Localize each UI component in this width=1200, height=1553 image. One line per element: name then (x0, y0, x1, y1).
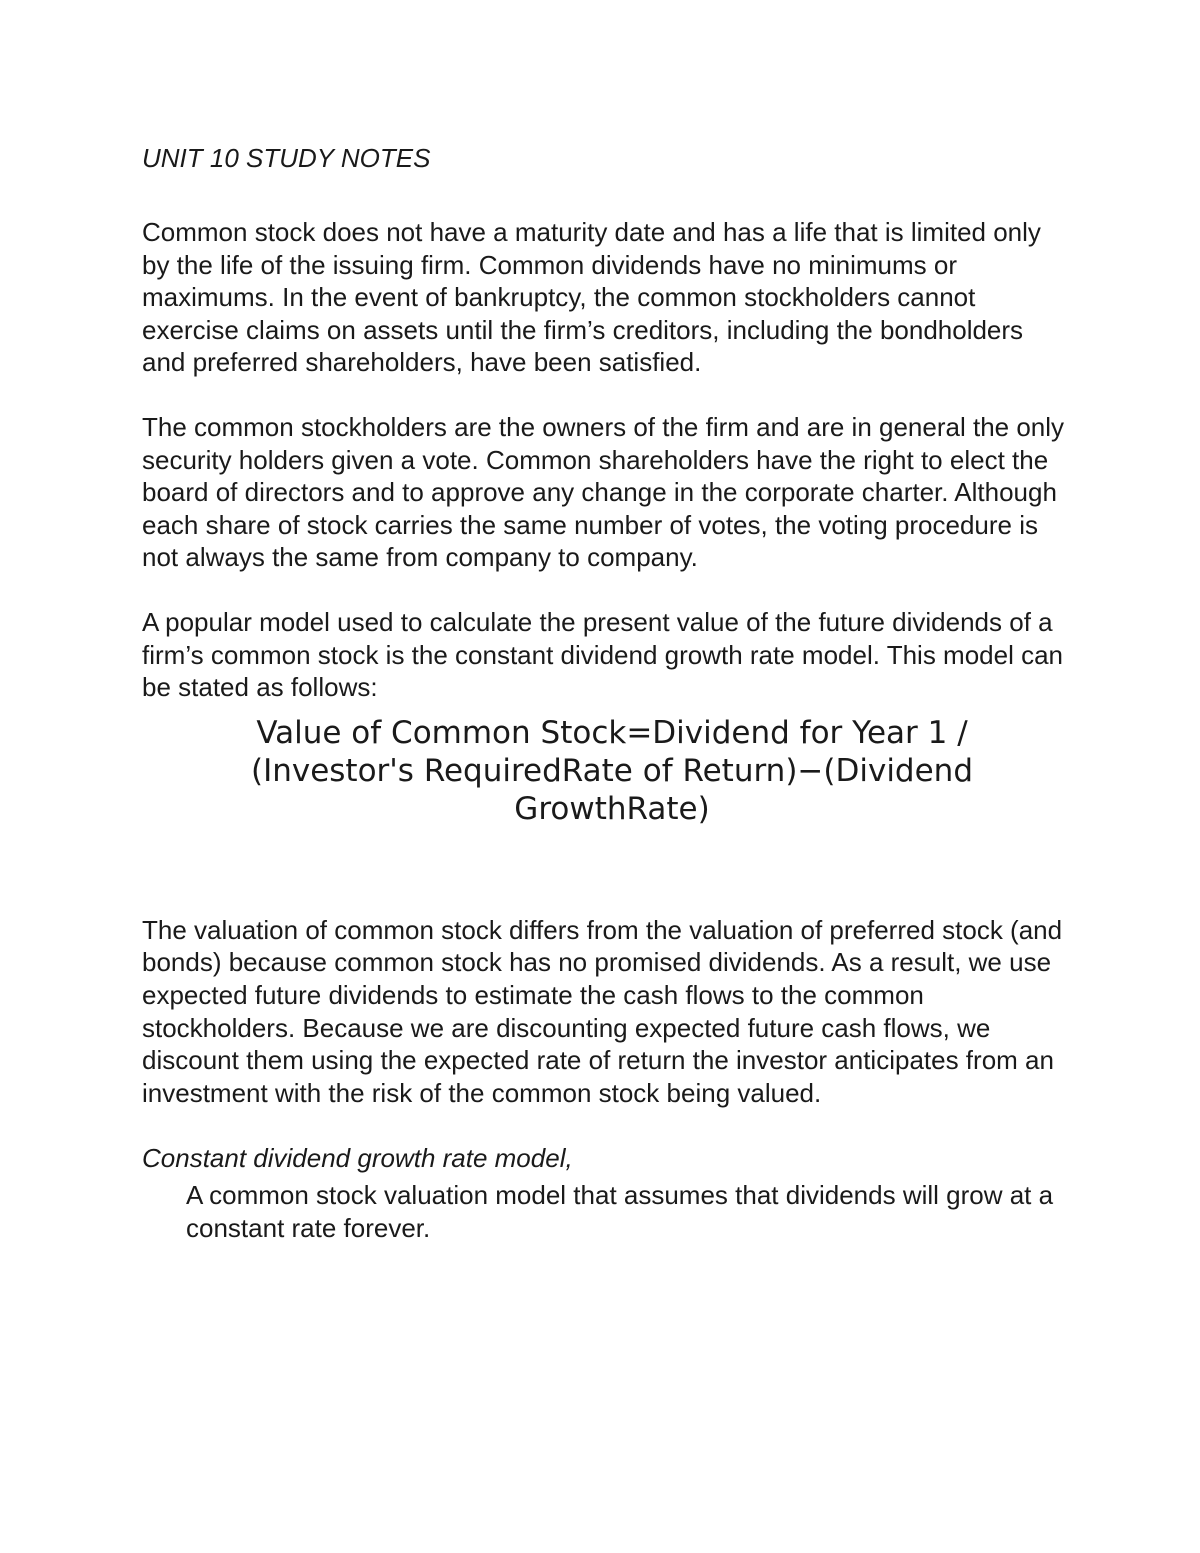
glossary-definition: A common stock valuation model that assumes that dividends will grow at a constant rate forever. (186, 1180, 1054, 1243)
paragraph-valuation-difference: The valuation of common stock differs from the valuation of preferred stock (and bonds) because common stock has no promised dividends. As a result, we use expected future dividends to estimate the cash flows to the common stockholders. Because we are discounting expected future cash flows, we discount them using the expected rate of return the investor anticipates from an investment with the risk of the common stock being valued. (142, 914, 1063, 1108)
page-title: UNIT 10 STUDY NOTES (142, 143, 431, 173)
paragraph-common-stock-maturity: Common stock does not have a maturity date and has a life that is limited only by the life of the issuing firm. Common dividends have no minimums or maximums. In the event of bankruptcy, the common stockholders cannot exercise claims on assets until the firm’s creditors, including the bondholders and preferred shareholders, have been satisfied. (142, 217, 1041, 378)
paragraph-model-intro: A popular model used to calculate the present value of the future dividends of a firm’s common stock is the constant dividend growth rate model. This model can be stated as follows: (142, 606, 1064, 703)
document-page (142, 138, 1072, 1244)
glossary-term: Constant dividend growth rate model, (142, 1143, 573, 1174)
formula-line-1: Value of Common Stock=Dividend for Year 1 / (256, 714, 968, 751)
valuation-formula (142, 714, 1072, 828)
formula-spacer (142, 828, 1072, 914)
formula-line-2: (Investor's RequiredRate of Return)−(Dividend (250, 752, 974, 789)
paragraph-stockholder-voting: The common stockholders are the owners of the firm and are in general the only security holders given a vote. Common shareholders have the right to elect the board of directors and to approve any change in the corporate charter. Although each share of stock carries the same number of votes, the voting procedure is not always the same from company to company. (142, 411, 1065, 573)
formula-line-3: GrowthRate) (514, 790, 710, 827)
